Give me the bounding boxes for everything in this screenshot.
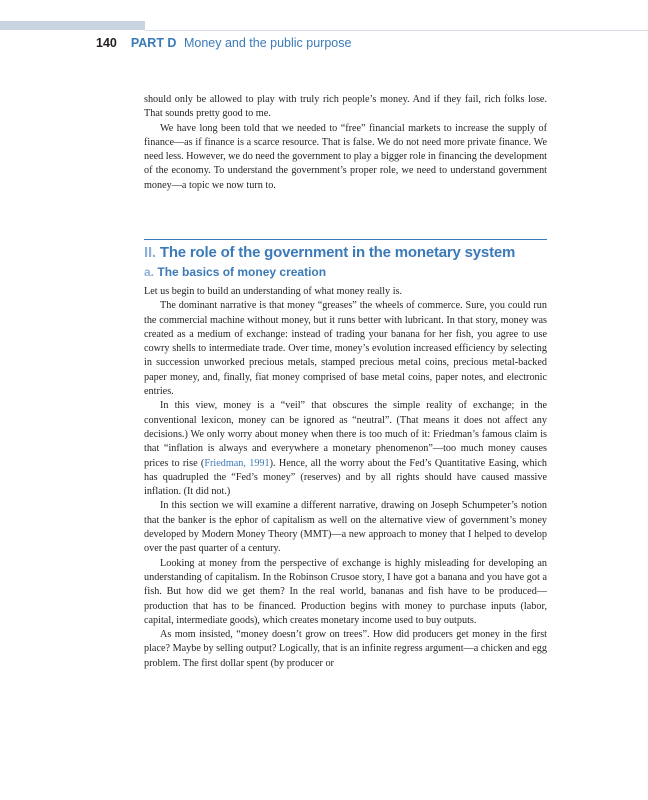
subsection-title: The basics of money creation [157,265,327,279]
header-rule [145,30,648,31]
section-title: The role of the government in the monetary system [159,244,516,261]
paragraph: should only be allowed to play with truly rich people’s money. And if they fail, rich folks lose. That sounds pretty good to me. [144,94,547,120]
paragraph-text: In this view, money is a “veil” that obscures the simple reality of exchange; in the conventional lexicon, money can be ignored as “neutral”. (That means it does not affect any decisions.) We only worry about money when there is too much of it: Friedman’s famous claim is that “inflation is always and everywhere a monetary phenomenon”—too much money causes prices to rise ( [144,400,547,469]
part-label: PART D [130,36,177,50]
paragraph: We have long been told that we needed to “free” financial markets to increase the supply of finance—as if finance is a scarce resource. That is false. We do not need more private finance. We need less. However, we do need the government to play a bigger role in financing the development of the economy. To understand the government’s proper role, we need to understand government money—a topic we now turn to. [144,122,547,191]
citation-link[interactable]: Friedman, 1991 [204,457,270,469]
paragraph: Let us begin to build an understanding of what money really is. [144,286,403,297]
running-head [96,36,351,50]
paragraph [144,399,547,499]
intro-text [144,93,547,193]
paragraph: As mom insisted, “money doesn’t grow on trees”. How did producers get money in the first place? Maybe by selling output? Logically, that is an infinite regress argument—a chicken and egg problem. The first dollar spent (by producer or [144,629,547,669]
subsection-number: a. [144,265,155,279]
paragraph: Looking at money from the perspective of exchange is highly misleading for developing an understanding of capitalism. In the Robinson Crusoe story, I have got a banana and you have got a fish. But how did we get them? In the real world, bananas and fish have to be produced—production that has to be financed. Production begins with money to purchase inputs (labor, capital, intermediate goods), which creates monetary income used to buy outputs. [144,557,547,626]
paragraph: In this section we will examine a different narrative, drawing on Joseph Schumpeter’s notion that the banker is the ephor of capitalism as well on the alternative view of government’s money developed by Modern Money Theory (MMT)—a new approach to money that I helped to develop over the past quarter of a century. [144,500,547,555]
paragraph: The dominant narrative is that money “greases” the wheels of commerce. Sure, you could run the commercial machine without money, but it runs better with lubricant. In that story, money was created as a medium of exchange: instead of trading your banana for her fish, you agree to use cowry shells to intermediate trade. Over time, money’s evolution increased efficiency by selecting in succession unworked precious metals, stamped precious metal coins, precious metal-backed paper money, and, finally, fiat money comprised of base metal coins, paper notes, and electronic entries. [144,300,547,398]
section-rule [144,239,547,240]
part-title: Money and the public purpose [183,36,352,50]
page-number: 140 [96,36,117,50]
header-accent-bar [0,21,145,30]
section-number: II. [144,244,156,261]
paragraph-text: ). Hence, all the worry about the Fed’s Quantitative Easing, which has quadrupled the “Fed’s money” (reserves) and by all rights should have caused massive inflation. (It did not.) [144,457,547,498]
section-text [144,285,547,671]
subsection-heading [144,265,326,279]
section-heading [144,244,515,261]
